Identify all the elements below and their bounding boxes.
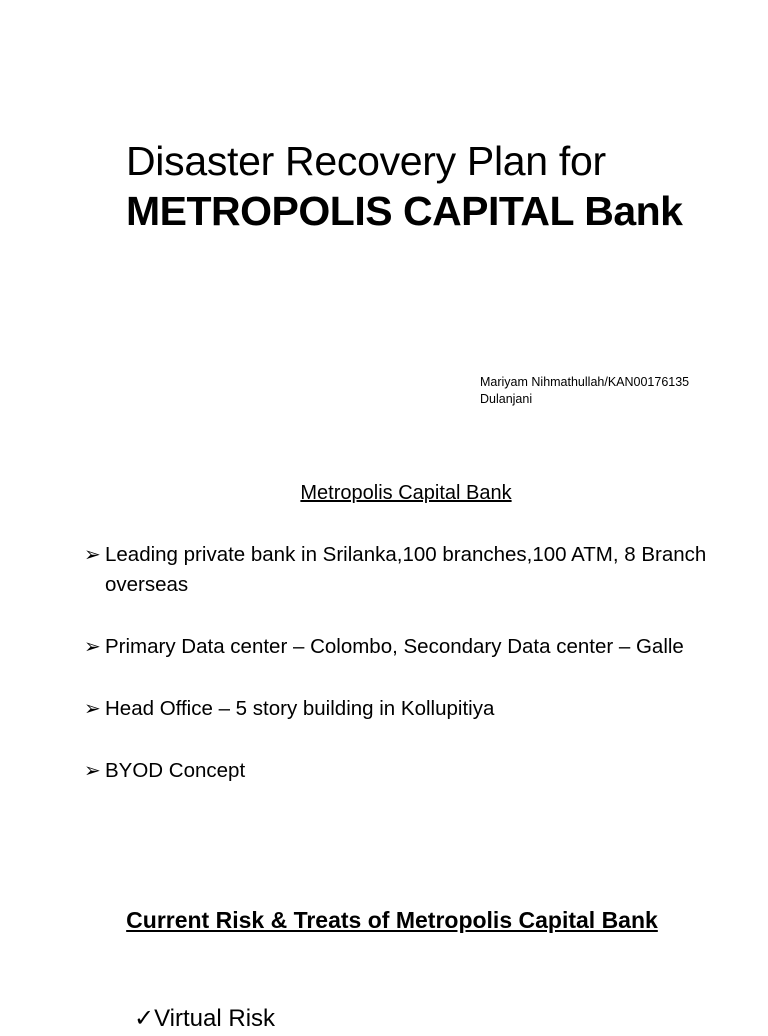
bank-facts-list (84, 540, 724, 818)
risk-item-label: Virtual Risk (154, 1005, 276, 1032)
list-item (84, 540, 724, 600)
title-line-1: Disaster Recovery Plan for (126, 138, 606, 184)
section-heading-risks: Current Risk & Treats of Metropolis Capital Bank (126, 907, 658, 933)
list-item-text: Leading private bank in Srilanka,100 branches,100 ATM, 8 Branch overseas (105, 543, 707, 596)
risk-item (134, 1002, 275, 1036)
arrow-bullet-icon: ➢ (84, 636, 101, 658)
author-name: Mariyam Nihmathullah/KAN00176135 (480, 375, 690, 389)
author-block (480, 374, 689, 408)
document-title (126, 136, 682, 236)
list-item (84, 756, 724, 786)
author-name: Dulanjani (480, 392, 533, 406)
arrow-bullet-icon: ➢ (84, 760, 101, 782)
section-heading-bank: Metropolis Capital Bank (300, 482, 512, 504)
list-item-text: Primary Data center – Colombo, Secondary Data center – Galle (105, 635, 684, 658)
list-item-text: BYOD Concept (105, 759, 246, 782)
list-item (84, 694, 724, 724)
arrow-bullet-icon: ➢ (84, 698, 101, 720)
list-item (84, 632, 724, 662)
title-line-2: METROPOLIS CAPITAL Bank (126, 188, 683, 234)
checkmark-icon: ✓ (134, 1005, 155, 1032)
list-item-text: Head Office – 5 story building in Kollupitiya (105, 697, 495, 720)
arrow-bullet-icon: ➢ (84, 544, 101, 566)
